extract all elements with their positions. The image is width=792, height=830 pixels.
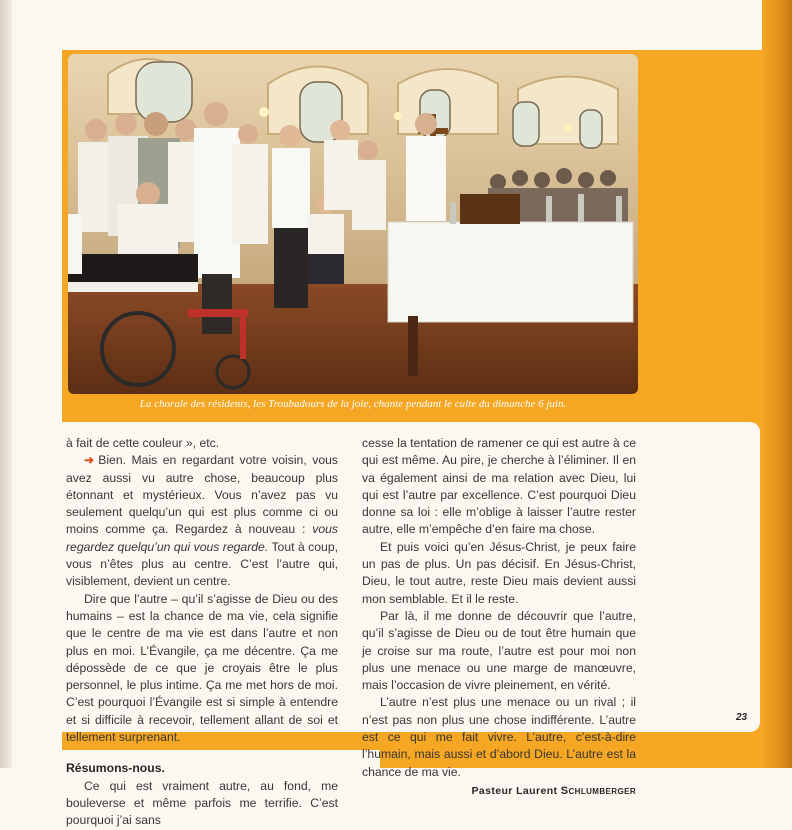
choir-photo (68, 54, 638, 394)
paragraph: Par là, il me donne de découvrir que l’autre, qu’il s’agisse de Dieu ou de tout être humain que je croise sur ma route, l’autre est pour moi non plus une menace ou une marge de manœuvre, mais l’occasion de vivre pleinement, en vérité. (362, 608, 636, 693)
paragraph: à fait de cette couleur », etc. (66, 436, 220, 450)
section-heading: Résumons-nous. (66, 761, 165, 776)
article-right-column (362, 435, 636, 800)
top-paper-strip (12, 0, 752, 48)
paragraph: L’autre n’est plus une menace ou un rival ; il n’est pas non plus une chose indifférente. L’autre est ce qui me fait vivre. L’autre, c’est-à-dire l’humain, mais aussi et d’abord Dieu. L’autre est la chance de ma vie. (362, 695, 636, 779)
author-signature (362, 783, 636, 800)
booklet-spine (762, 0, 792, 768)
page-binding-edge (0, 0, 12, 768)
paragraph: Ce qui est vraiment autre, au fond, me bouleverse et même parfois me terrifie. C’est pourquoi j’ai sans (66, 778, 338, 828)
paragraph: cesse la tentation de ramener ce qui est autre à ce qui est même. Au pire, je cherche à l’éliminer. Il en va également ainsi de ma relation avec Dieu, lui qui est l’autre par excellence. C’est pourquoi Dieu donne sa loi : elle m’oblige à laisser l’autre rester autre, elle m’empêche d’en faire ma chose. (362, 436, 636, 537)
author-first-name: Pasteur Laurent (471, 784, 558, 797)
paragraph-text: Bien. Mais en regardant votre voisin, vous avez aussi vu autre chose, beaucoup plus étonnant et mystérieux. Vous n’avez pas vu seulement quelqu’un qui est plus comme ci ou moins comme ça. Regardez à nouveau : (66, 453, 338, 537)
author-last-name: Schlumberger (560, 784, 636, 797)
photo-caption: La chorale des résidents, les Troubadours de la joie, chante pendant le culte du dimanche 6 juin. (139, 398, 567, 410)
emphasis-text: vous regardez quelqu’un qui vous regarde. (66, 522, 338, 554)
paragraph-text: Tout à coup, vous n’êtes plus au centre. C’est l’autre qui, visiblement, devient un centre. (66, 539, 338, 589)
paragraph: Dire que l’autre – qu’il s’agisse de Dieu ou des humains – est la chance de ma vie, cela signifie que le centre de ma vie est dans l’autre et non plus en moi. L’Évangile, ça me décentre. Ça me dépossède de ce que je croyais être le plus personnel, le plus intime. Ça me met hors de moi. C’est pourquoi l’Évangile est si simple à entendre et si difficile à recevoir, tellement allant de soi et tellement surprenant. (66, 591, 338, 745)
article-left-column (66, 435, 338, 830)
arrow-right-icon: ➜ (84, 453, 95, 468)
page-number: 23 (736, 712, 748, 723)
paragraph (66, 452, 338, 590)
paragraph: Et puis voici qu’en Jésus-Christ, je peux faire un pas de plus. Un pas décisif. En Jésus-Christ, Dieu, le tout autre, reste Dieu mais devient aussi mon semblable. Et il le reste. (362, 539, 636, 606)
